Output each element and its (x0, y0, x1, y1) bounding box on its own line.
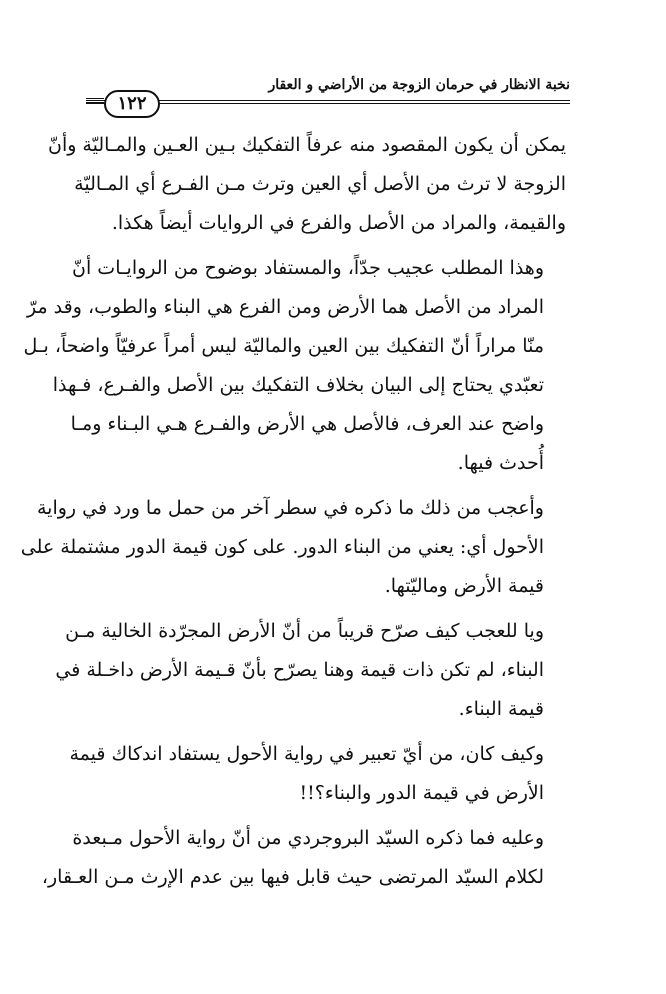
paragraph-line: وعليه فما ذكره السيّد البروجردي من أنّ رواية الأحول مـبعدة (72, 827, 544, 849)
paragraph-line: وأعجب من ذلك ما ذكره في سطر آخر من حمل ما ورد في رواية (36, 497, 544, 519)
paragraph-line: وهذا المطلب عجيب جدّاً، والمستفاد بوضوح من الروايـات أنّ (72, 257, 544, 279)
paragraph-5 (69, 735, 566, 813)
page-number-text: ١٢٢ (117, 93, 147, 114)
paragraph-line: تعبّدي يحتاج إلى البيان بخلاف التفكيك بين الأصل والفـرع، فـهذا (52, 374, 544, 396)
paragraph-line: منّا مراراً أنّ التفكيك بين العين والماليّة ليس أمراً عرفيّاً واضحاً، بـل (23, 335, 544, 357)
paragraph-6 (41, 819, 566, 897)
paragraph-line: وكيف كان، من أيّ تعبير في رواية الأحول يستفاد اندكاك قيمة (69, 743, 544, 765)
paragraph-line: واضح عند العرف، فالأصل هي الأرض والفـرع هـي البـناء ومـا (70, 413, 544, 435)
paragraph-2 (23, 249, 566, 483)
paragraph-line: أُحدث فيها. (457, 452, 544, 474)
page-header (86, 72, 570, 120)
paragraph-line: والقيمة، والمراد من الأصل والفرع في الروايات أيضاً هكذا. (111, 212, 566, 234)
page-number-badge (104, 90, 160, 118)
paragraph-4 (55, 612, 566, 729)
paragraph-line: لكلام السيّد المرتضى حيث قابل فيها بين عدم الإرث مـن العـقار، (41, 866, 544, 888)
paragraph-line: البناء، لم تكن ذات قيمة وهنا يصرّح بأنّ قـيمة الأرض داخـلة في (55, 659, 544, 681)
paragraph-1 (47, 126, 566, 243)
running-title: نخبة الانظار في حرمان الزوجة من الأراضي و العقار (268, 77, 570, 93)
paragraph-line: قيمة البناء. (458, 698, 544, 720)
paragraph-line: يمكن أن يكون المقصود منه عرفاً التفكيك بـين العـين والمـاليّة وأنّ (47, 134, 566, 156)
paragraph-line: ويا للعجب كيف صرّح قريباً من أنّ الأرض المجرّدة الخالية مـن (65, 620, 544, 642)
paragraph-line: الأحول أي: يعني من البناء الدور. على كون قيمة الدور مشتملة على (20, 536, 544, 558)
header-left-rules (86, 98, 104, 106)
paragraph-line: المراد من الأصل هما الأرض ومن الفرع هي البناء والطوب، وقد مرّ (26, 296, 544, 318)
paragraph-3 (20, 489, 566, 606)
paragraph-line: الزوجة لا ترث من الأصل أي العين وترث مـن الفـرع أي المـاليّة (74, 173, 566, 195)
paragraph-line: قيمة الأرض وماليّتها. (384, 575, 544, 597)
body-text (20, 126, 566, 897)
paragraph-line: الأرض في قيمة الدور والبناء؟!! (299, 782, 544, 804)
